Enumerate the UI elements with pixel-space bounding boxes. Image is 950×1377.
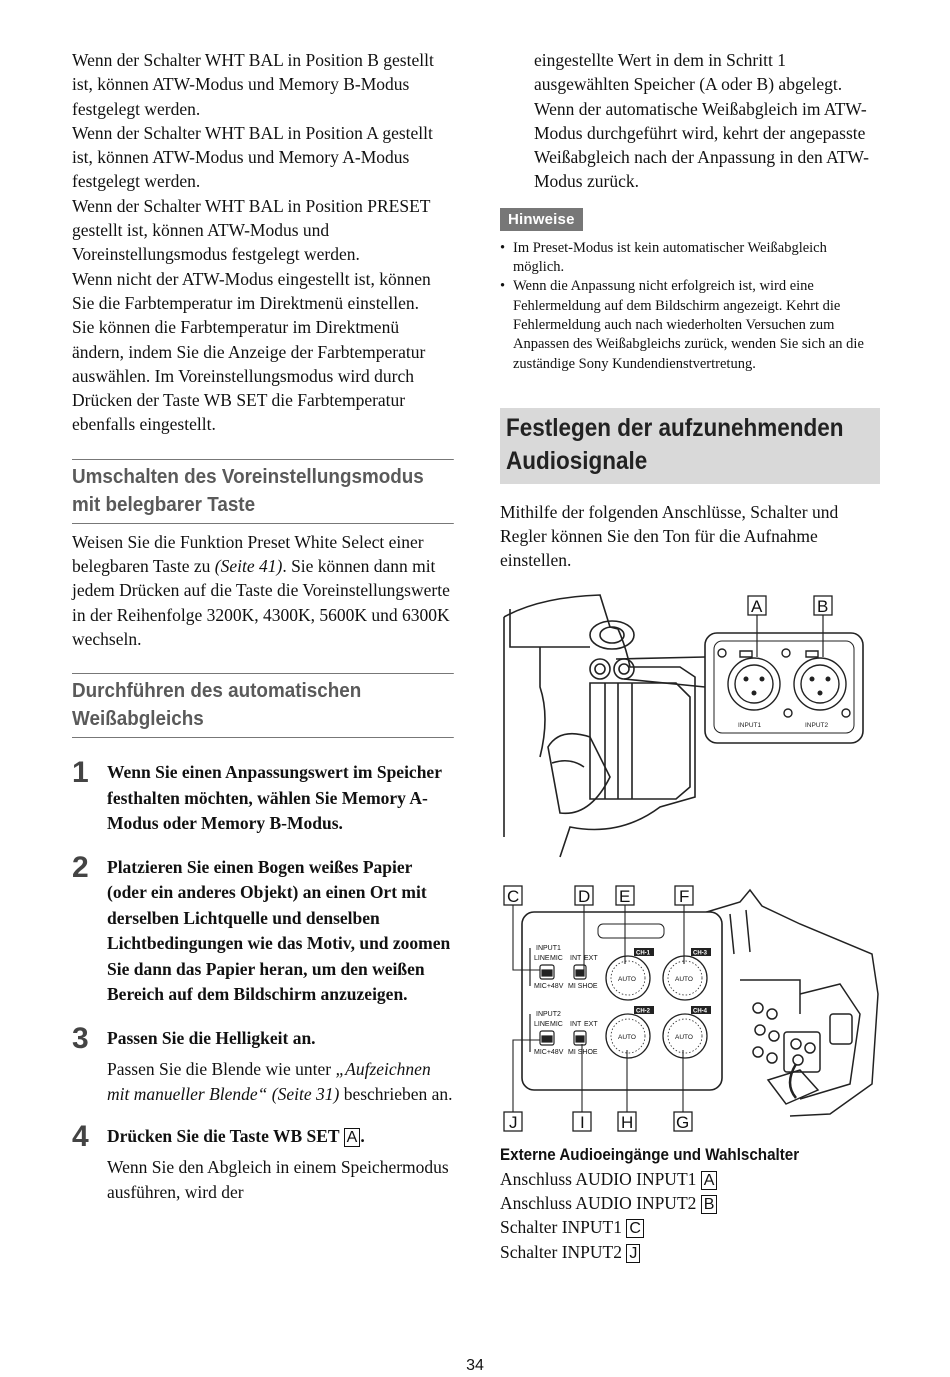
step-1 [72,756,454,837]
step-2 [72,850,454,1008]
panel-label-mic48-1: MIC+48V [534,982,564,990]
channel-label-ch2: CH-2 [636,1008,651,1015]
channel-label-ch3: CH-3 [693,950,708,957]
section-heading-auto-white-balance: Durchführen des automatischen Weißabgleichs [72,673,454,738]
camera-audio-inputs-illustration [500,587,880,859]
key-callout: J [626,1244,640,1263]
dial-label-auto-ch3: AUTO [675,975,693,983]
page-reference-41[interactable]: (Seite 41) [214,556,283,577]
section-heading-preset-switch: Umschalten des Voreinstellungsmodus mit belegbarer Taste [72,459,454,524]
figure-item: Anschluss AUDIO INPUT2 B [500,1191,880,1215]
step-description: Passen Sie die Blende wie unter „Aufzeichnen mit manueller Blende“ (Seite 31) beschrieben an. [107,1059,453,1104]
step-number: 2 [72,850,89,884]
step-title: Wenn Sie einen Anpassungswert im Speicher festhalten möchten, wählen Sie Memory A-Modus oder Memory B-Modus. [107,762,442,834]
audio-controls-illustration [500,884,880,1134]
note-item: • Wenn die Anpassung nicht erfolgreich ist, wird eine Fehlermeldung auf dem Bildschirm angezeigt. Kehrt die Fehlermeldung auch nach wiederholten Versuchen zum Anpassen des Weißabgleichs zurück, wenden Sie sich an die zuständige Sony Kundendienstvertretung. [500,277,880,373]
dial-label-auto-ch1: AUTO [618,975,636,983]
page-reference-31[interactable]: „Aufzeichnen mit manueller Blende“ (Seite 31) [107,1059,431,1104]
panel-label-mic48-2: MIC+48V [534,1048,564,1056]
channel-label-ch4: CH-4 [693,1008,708,1015]
dial-label-auto-ch4: AUTO [675,1033,693,1041]
intro-paragraph-1: Wenn der Schalter WHT BAL in Position B gestellt ist, können ATW-Modus und Memory B-Modus festgelegt werden. [72,50,434,119]
dial-label-auto-ch2: AUTO [618,1033,636,1041]
section-heading-audio: Festlegen der aufzunehmenden Audiosignale [506,413,844,475]
step-number: 1 [72,756,89,790]
figure-item: Schalter INPUT1 C [500,1215,880,1239]
step-4 [72,1119,454,1204]
panel-label-int-2: INT [570,1020,582,1028]
key-callout: B [701,1195,718,1214]
callout-c: C [507,886,520,906]
audio-control-panel [522,912,722,1090]
note-item: • Im Preset-Modus ist kein automatischer Weißabgleich möglich. [500,239,880,278]
figure-item: Anschluss AUDIO INPUT1 A [500,1167,880,1191]
page-number: 34 [466,1357,484,1374]
callout-a: A [751,596,763,616]
step-description: Wenn Sie den Abgleich in einem Speichermodus ausführen, wird der [107,1157,449,1202]
panel-label-ext-1: EXT [584,954,598,962]
intro-paragraph-2: Wenn der Schalter WHT BAL in Position A gestellt ist, können ATW-Modus und Memory A-Modus festgelegt werden. [72,122,433,192]
key-callout: C [626,1219,644,1238]
left-column [72,48,454,1204]
panel-label-input2: INPUT2 [536,1010,561,1018]
notes-label: Hinweise [500,208,583,231]
step-3 [72,1021,454,1106]
notes-list [500,239,880,374]
connector-label-input1: INPUT1 [738,721,762,729]
callout-i: I [580,1112,585,1132]
intro-paragraph-3: Wenn der Schalter WHT BAL in Position PRESET gestellt ist, können ATW-Modus und Voreinstellungsmodus festgelegt werden. [72,195,431,265]
step-4-continuation: eingestellte Wert in dem in Schritt 1 ausgewählten Speicher (A oder B) abgelegt. Wenn der automatische Weißabgleich im ATW-Modus durchgeführt wird, kehrt der angepasste Weißabgleich nach der Anpassung in den ATW-Modus zurück. [534,50,869,192]
panel-label-mishoe-1: MI SHOE [568,982,598,990]
step-title: Drücken Sie die Taste WB SET A . [107,1125,365,1146]
panel-label-line-1: LINE [534,954,550,962]
callout-h: H [621,1112,634,1132]
callout-b: B [817,596,829,616]
callout-d: D [578,886,591,906]
section-heading-box [500,408,880,484]
panel-label-line-2: LINE [534,1020,550,1028]
channel-label-ch1: CH-1 [636,950,651,957]
step-number: 3 [72,1021,89,1055]
key-callout: A [701,1171,718,1190]
key-callout-a: A [344,1128,361,1147]
callout-g: G [676,1112,690,1132]
intro-paragraph-5: Sie können die Farbtemperatur im Direktmenü ändern, indem Sie die Anzeige der Farbtemperatur auswählen. Im Voreinstellungsmodus wird durch Drücken der Taste WB SET die Farbtemperatur ebenfalls eingestellt. [72,317,426,435]
panel-label-input1: INPUT1 [536,944,561,952]
figure-caption-title: Externe Audioeingänge und Wahlschalter [500,1145,800,1164]
panel-label-mic-1: MIC [550,954,563,962]
panel-label-int-1: INT [570,954,582,962]
step-title: Passen Sie die Helligkeit an. [107,1027,316,1048]
panel-label-mishoe-2: MI SHOE [568,1048,598,1056]
right-column [500,48,880,1264]
preset-switch-paragraph: Weisen Sie die Funktion Preset White Select einer belegbaren Taste zu (Seite 41). Sie können dann mit jedem Drücken auf die Taste die Voreinstellungswerte in der Reihenfolge 3200K, 4300K, 5600K und 6300K wechseln. [72,531,450,649]
intro-paragraph-4: Wenn nicht der ATW-Modus eingestellt ist, können Sie die Farbtemperatur im Direktmenü einstellen. [72,268,431,313]
step-title: Platzieren Sie einen Bogen weißes Papier (oder ein anderes Objekt) an einen Ort mit derselben Lichtquelle und denselben Lichtbedingungen wie das Motiv, und zoomen Sie dann das Papier heran, um den weißen Bereich auf dem Bildschirm anzuzeigen. [107,856,451,1005]
callout-j: J [509,1112,518,1132]
callout-f: F [679,886,690,906]
audio-intro-paragraph: Mithilfe der folgenden Anschlüsse, Schalter und Regler können Sie den Ton für die Aufnahme einstellen. [500,501,839,571]
step-number: 4 [72,1119,89,1153]
callout-e: E [619,886,631,906]
connector-label-input2: INPUT2 [805,721,829,729]
figure-item: Schalter INPUT2 J [500,1240,880,1264]
panel-label-ext-2: EXT [584,1020,598,1028]
panel-label-mic-2: MIC [550,1020,563,1028]
